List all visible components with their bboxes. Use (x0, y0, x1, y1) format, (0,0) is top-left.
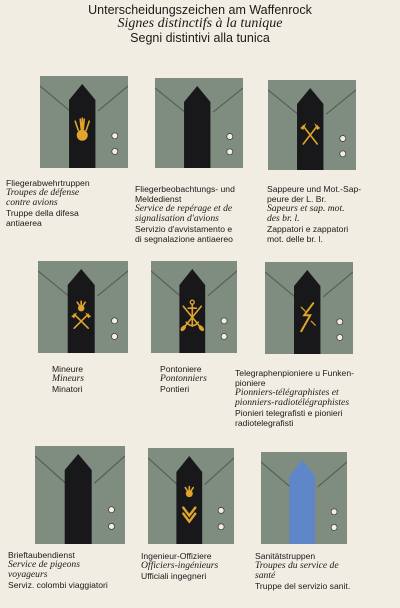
button-icon (112, 333, 118, 339)
caption-fr-line: santé (255, 570, 276, 581)
caption-de-line: Telegraphenpioniere u Funken- (235, 368, 354, 378)
button-icon (112, 148, 118, 154)
button-icon (340, 151, 346, 157)
collar-patch-graphic (268, 80, 356, 170)
collar-patch-blue (289, 460, 315, 544)
caption-fr-line: contre avions (6, 197, 58, 208)
caption-fr-line: Service de pigeons (8, 559, 80, 570)
caption-it-line: Truppe del servizio sanit. (255, 581, 351, 591)
caption-sanitaet (255, 551, 350, 591)
caption-sappeure (267, 184, 361, 244)
caption-mineure (52, 364, 84, 394)
caption-fr-line: Pionniers-télégraphistes et (235, 387, 339, 398)
button-icon (221, 333, 227, 339)
title-french: Signes distinctifs à la tunique (117, 16, 283, 31)
button-icon (340, 136, 346, 142)
badge-ingenieur (148, 448, 234, 544)
caption-fr-line: Troupes du service de (255, 560, 339, 571)
caption-fr-line: Pontonniers (160, 373, 207, 384)
button-icon (109, 523, 115, 529)
caption-it-line: Truppe della difesa (6, 208, 79, 218)
caption-telegraphen (235, 368, 354, 428)
caption-de-line: Brieftaubendienst (8, 550, 75, 560)
caption-fliegerabwehr (6, 178, 90, 228)
caption-fr-line: signalisation d'avions (135, 213, 219, 224)
button-icon (331, 509, 337, 515)
caption-de-line: Pontoniere (160, 364, 202, 374)
button-icon (112, 133, 118, 139)
badge-fliegerabwehr (40, 76, 128, 168)
collar-patch-black (65, 454, 92, 544)
caption-fr-line: pionniers-radiotélégraphistes (235, 397, 350, 408)
badge-telegraphen (265, 262, 353, 354)
page-header (0, 3, 400, 45)
title-german: Unterscheidungszeichen am Waffenrock (88, 3, 312, 17)
title-italian: Segni distintivi alla tunica (130, 31, 270, 45)
caption-fr-line: des br. l. (267, 213, 300, 224)
caption-pontoniere (160, 364, 207, 394)
button-icon (109, 507, 115, 513)
collar-patch-black (297, 88, 323, 170)
caption-it-line: antiaerea (6, 218, 42, 228)
caption-de-line: Mineure (52, 364, 84, 374)
caption-fr-line: Service de repérage et de (135, 203, 233, 214)
button-icon (112, 318, 118, 324)
badge-mineure (38, 261, 128, 353)
collar-patch-graphic (155, 78, 243, 168)
caption-ingenieur (141, 551, 218, 581)
caption-it-line: Servizio d'avvistamento e (135, 224, 233, 234)
collar-patch-black (176, 456, 202, 544)
caption-it-line: Zappatori e zappatori (267, 224, 349, 234)
caption-fr-line: Sapeurs et sap. mot. (267, 203, 345, 214)
button-icon (331, 524, 337, 530)
badge-fliegerbeobachtung (155, 78, 243, 168)
collar-patch-black (184, 86, 210, 168)
badge-sappeure (268, 80, 356, 170)
collar-patch-graphic (151, 261, 237, 353)
caption-de-line: Sappeure und Mot.-Sap- (267, 184, 362, 194)
button-icon (221, 318, 227, 324)
caption-de-line: Ingenieur-Offiziere (141, 551, 212, 561)
badge-sanitaet (261, 452, 347, 544)
collar-patch-graphic (265, 262, 353, 354)
caption-fr-line: Mineurs (52, 373, 84, 384)
caption-de-line: peure der L. Br. (267, 194, 327, 204)
collar-patch-graphic (148, 448, 234, 544)
caption-it-line: Ufficiali ingegneri (141, 571, 207, 581)
caption-fr-line: Officiers-ingénieurs (141, 560, 219, 571)
collar-patch-graphic (35, 446, 125, 544)
button-icon (227, 149, 233, 155)
badge-pontoniere (151, 261, 237, 353)
caption-it-line: Minatori (52, 384, 83, 394)
button-icon (218, 507, 224, 513)
caption-de-line: pioniere (235, 378, 266, 388)
caption-it-line: radiotelegrafisti (235, 418, 294, 428)
caption-it-line: Serviz. colombi viaggiatori (8, 580, 108, 590)
badge-brieftauben (35, 446, 125, 544)
collar-patch-graphic (38, 261, 128, 353)
button-icon (218, 524, 224, 530)
caption-fliegerbeobachtung (135, 184, 235, 244)
caption-fr-line: voyageurs (8, 569, 48, 580)
caption-it-line: di segnalazione antiaereo (135, 234, 233, 244)
caption-brieftauben (8, 550, 108, 590)
button-icon (227, 134, 233, 140)
button-icon (337, 319, 343, 325)
caption-it-line: Pionieri telegrafisti e pionieri (235, 408, 343, 418)
button-icon (337, 334, 343, 340)
caption-de-line: Meldedienst (135, 194, 182, 204)
caption-de-line: Fliegerabwehrtruppen (6, 178, 90, 188)
caption-de-line: Fliegerbeobachtungs- und (135, 184, 235, 194)
collar-patch-graphic (40, 76, 128, 168)
caption-de-line: Sanitätstruppen (255, 551, 316, 561)
caption-it-line: mot. delle br. l. (267, 234, 323, 244)
caption-it-line: Pontieri (160, 384, 190, 394)
caption-fr-line: Troupes de défense (6, 187, 80, 198)
collar-patch-graphic (261, 452, 347, 544)
